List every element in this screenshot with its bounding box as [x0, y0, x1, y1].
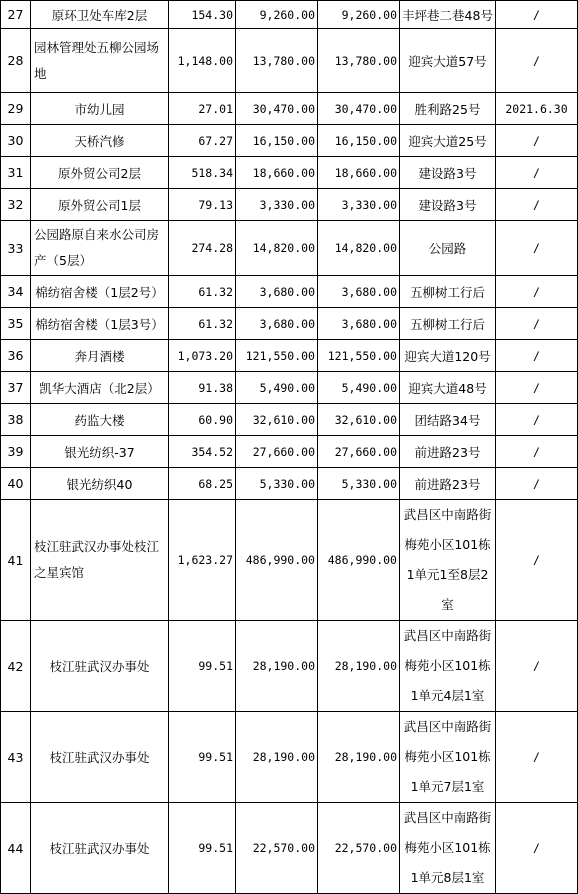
- row-number: 33: [1, 221, 31, 276]
- address: 团结路34号: [400, 404, 496, 436]
- address: 胜利路25号: [400, 93, 496, 125]
- property-name: 凯华大酒店（北2层）: [31, 372, 169, 404]
- address: 前进路23号: [400, 436, 496, 468]
- property-name: 市幼儿园: [31, 93, 169, 125]
- value-1: 9,260.00: [236, 1, 318, 29]
- value-2: 3,680.00: [318, 276, 400, 308]
- value-2: 22,570.00: [318, 803, 400, 894]
- date-value: /: [496, 157, 578, 189]
- value-1: 3,680.00: [236, 308, 318, 340]
- table-row: [1, 1, 578, 29]
- area-value: 1,623.27: [169, 500, 236, 621]
- value-1: 5,490.00: [236, 372, 318, 404]
- date-value: /: [496, 436, 578, 468]
- table-row: [1, 29, 578, 93]
- address: 迎宾大道57号: [400, 29, 496, 93]
- table-row: [1, 157, 578, 189]
- address: 迎宾大道48号: [400, 372, 496, 404]
- property-name: 原外贸公司1层: [31, 189, 169, 221]
- property-name: 原环卫处车库2层: [31, 1, 169, 29]
- date-value: /: [496, 276, 578, 308]
- row-number: 34: [1, 276, 31, 308]
- area-value: 518.34: [169, 157, 236, 189]
- value-2: 27,660.00: [318, 436, 400, 468]
- table-row: [1, 500, 578, 621]
- value-2: 486,990.00: [318, 500, 400, 621]
- address: 五柳树工行后: [400, 308, 496, 340]
- value-2: 121,550.00: [318, 340, 400, 372]
- row-number: 43: [1, 712, 31, 803]
- row-number: 37: [1, 372, 31, 404]
- property-name: 枝江驻武汉办事处枝江之星宾馆: [31, 500, 169, 621]
- address: 迎宾大道25号: [400, 125, 496, 157]
- date-value: 2021.6.30: [496, 93, 578, 125]
- value-1: 121,550.00: [236, 340, 318, 372]
- area-value: 68.25: [169, 468, 236, 500]
- row-number: 32: [1, 189, 31, 221]
- property-name: 原外贸公司2层: [31, 157, 169, 189]
- area-value: 99.51: [169, 712, 236, 803]
- row-number: 29: [1, 93, 31, 125]
- row-number: 44: [1, 803, 31, 894]
- property-name: 药监大楼: [31, 404, 169, 436]
- value-2: 3,330.00: [318, 189, 400, 221]
- table-row: [1, 621, 578, 712]
- area-value: 61.32: [169, 308, 236, 340]
- value-1: 16,150.00: [236, 125, 318, 157]
- table-row: [1, 372, 578, 404]
- property-name: 枝江驻武汉办事处: [31, 803, 169, 894]
- address: 前进路23号: [400, 468, 496, 500]
- row-number: 38: [1, 404, 31, 436]
- address: 武昌区中南路街梅苑小区101栋1单元1至8层2室: [400, 500, 496, 621]
- address: 建设路3号: [400, 189, 496, 221]
- value-2: 30,470.00: [318, 93, 400, 125]
- value-2: 9,260.00: [318, 1, 400, 29]
- area-value: 79.13: [169, 189, 236, 221]
- value-1: 14,820.00: [236, 221, 318, 276]
- property-name: 枝江驻武汉办事处: [31, 621, 169, 712]
- table-row: [1, 189, 578, 221]
- row-number: 40: [1, 468, 31, 500]
- row-number: 27: [1, 1, 31, 29]
- date-value: /: [496, 189, 578, 221]
- table-row: [1, 436, 578, 468]
- area-value: 154.30: [169, 1, 236, 29]
- address: 迎宾大道120号: [400, 340, 496, 372]
- value-2: 5,490.00: [318, 372, 400, 404]
- row-number: 41: [1, 500, 31, 621]
- property-name: 银光纺织40: [31, 468, 169, 500]
- value-1: 13,780.00: [236, 29, 318, 93]
- row-number: 35: [1, 308, 31, 340]
- value-1: 28,190.00: [236, 621, 318, 712]
- property-name: 公园路原自来水公司房产（5层）: [31, 221, 169, 276]
- table-row: [1, 93, 578, 125]
- date-value: /: [496, 372, 578, 404]
- table-row: [1, 125, 578, 157]
- date-value: /: [496, 404, 578, 436]
- value-2: 28,190.00: [318, 712, 400, 803]
- date-value: /: [496, 712, 578, 803]
- date-value: /: [496, 125, 578, 157]
- date-value: /: [496, 468, 578, 500]
- table-row: [1, 712, 578, 803]
- value-1: 22,570.00: [236, 803, 318, 894]
- value-2: 32,610.00: [318, 404, 400, 436]
- table-row: [1, 221, 578, 276]
- address: 武昌区中南路街梅苑小区101栋1单元8层1室: [400, 803, 496, 894]
- area-value: 60.90: [169, 404, 236, 436]
- table-row: [1, 468, 578, 500]
- property-name: 枝江驻武汉办事处: [31, 712, 169, 803]
- property-name: 园林管理处五柳公园场地: [31, 29, 169, 93]
- address: 丰坪巷二巷48号: [400, 1, 496, 29]
- property-name: 天桥汽修: [31, 125, 169, 157]
- area-value: 67.27: [169, 125, 236, 157]
- area-value: 1,073.20: [169, 340, 236, 372]
- area-value: 91.38: [169, 372, 236, 404]
- property-name: 银光纺织-37: [31, 436, 169, 468]
- table-body: [1, 1, 578, 894]
- value-2: 28,190.00: [318, 621, 400, 712]
- area-value: 99.51: [169, 621, 236, 712]
- value-1: 28,190.00: [236, 712, 318, 803]
- row-number: 30: [1, 125, 31, 157]
- date-value: /: [496, 621, 578, 712]
- date-value: /: [496, 500, 578, 621]
- area-value: 27.01: [169, 93, 236, 125]
- value-1: 3,330.00: [236, 189, 318, 221]
- table-row: [1, 308, 578, 340]
- row-number: 36: [1, 340, 31, 372]
- value-2: 14,820.00: [318, 221, 400, 276]
- date-value: /: [496, 1, 578, 29]
- property-name: 奔月酒楼: [31, 340, 169, 372]
- date-value: /: [496, 308, 578, 340]
- date-value: /: [496, 221, 578, 276]
- address: 武昌区中南路街梅苑小区101栋1单元4层1室: [400, 621, 496, 712]
- area-value: 61.32: [169, 276, 236, 308]
- value-1: 18,660.00: [236, 157, 318, 189]
- value-1: 27,660.00: [236, 436, 318, 468]
- value-1: 486,990.00: [236, 500, 318, 621]
- row-number: 39: [1, 436, 31, 468]
- address: 武昌区中南路街梅苑小区101栋1单元7层1室: [400, 712, 496, 803]
- date-value: /: [496, 803, 578, 894]
- area-value: 1,148.00: [169, 29, 236, 93]
- date-value: /: [496, 29, 578, 93]
- value-1: 3,680.00: [236, 276, 318, 308]
- property-name: 棉纺宿舍楼（1层2号）: [31, 276, 169, 308]
- area-value: 354.52: [169, 436, 236, 468]
- address: 五柳树工行后: [400, 276, 496, 308]
- value-2: 16,150.00: [318, 125, 400, 157]
- value-2: 13,780.00: [318, 29, 400, 93]
- address: 公园路: [400, 221, 496, 276]
- value-1: 30,470.00: [236, 93, 318, 125]
- property-name: 棉纺宿舍楼（1层3号）: [31, 308, 169, 340]
- row-number: 28: [1, 29, 31, 93]
- value-1: 32,610.00: [236, 404, 318, 436]
- date-value: /: [496, 340, 578, 372]
- area-value: 274.28: [169, 221, 236, 276]
- address: 建设路3号: [400, 157, 496, 189]
- row-number: 42: [1, 621, 31, 712]
- table-row: [1, 276, 578, 308]
- table-row: [1, 404, 578, 436]
- table-row: [1, 803, 578, 894]
- value-2: 18,660.00: [318, 157, 400, 189]
- table-row: [1, 340, 578, 372]
- value-2: 5,330.00: [318, 468, 400, 500]
- value-1: 5,330.00: [236, 468, 318, 500]
- row-number: 31: [1, 157, 31, 189]
- value-2: 3,680.00: [318, 308, 400, 340]
- area-value: 99.51: [169, 803, 236, 894]
